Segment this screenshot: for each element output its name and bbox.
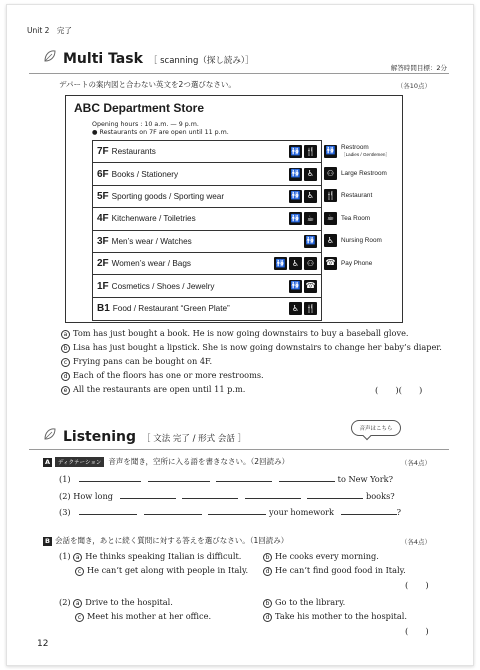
divider [29, 449, 449, 450]
statement-text: Frying pans can be bought on 4F. [73, 356, 213, 366]
choice-mark[interactable]: a [73, 553, 82, 562]
multi-task-title: Multi Task [63, 51, 143, 67]
choice-mark[interactable]: b [263, 599, 272, 608]
floor-label: Cosmetics / Shoes / Jewelry [111, 281, 215, 291]
part-b-instruction-row [43, 535, 288, 546]
choice-mark[interactable]: b [263, 553, 272, 562]
legend-item [324, 162, 402, 184]
choice-text: Drive to the hospital. [85, 597, 173, 607]
blank-field[interactable] [216, 474, 272, 482]
floor-label: Men’s wear / Watches [111, 236, 192, 246]
restroom-icon: 🚻 [289, 212, 302, 225]
floor-label: Food / Restaurant “Green Plate” [112, 304, 230, 314]
legend-item [324, 185, 402, 207]
choice-text: He thinks speaking Italian is difficult. [85, 551, 242, 561]
choice-mark: c [61, 358, 70, 367]
choice-text: Go to the library. [275, 597, 346, 607]
multi-task-header [43, 49, 254, 67]
question-number: (1) [59, 474, 71, 484]
question-text: to New York? [337, 474, 393, 484]
legend-sublabel: ［Ladies / Gentlemen］ [341, 152, 391, 158]
question-1-choice-b [263, 551, 379, 562]
choice-mark: d [61, 372, 70, 381]
choice-mark[interactable]: a [73, 599, 82, 608]
restroom-icon: 🚻 [324, 145, 337, 158]
large-restroom-icon: ⚇ [304, 257, 317, 270]
nursing-room-icon: ♿ [304, 168, 317, 181]
choice-text: Meet his mother at her office. [87, 611, 212, 621]
tea-room-icon: ☕ [324, 212, 337, 225]
dictation-question-3 [59, 507, 401, 517]
large-restroom-icon: ⚇ [324, 167, 337, 180]
leaf-icon [43, 427, 57, 441]
question-number: (2) [59, 597, 71, 607]
goal-time: 解答時間目標：2分 [390, 64, 447, 72]
floor-row [93, 163, 321, 185]
dictation-question-1 [59, 474, 393, 484]
listening-header [43, 427, 246, 445]
floor-row [93, 298, 321, 320]
floor-row [93, 231, 321, 253]
statement-text: Each of the floors has one or more restrooms. [73, 370, 264, 380]
floor-number: 6F [97, 168, 109, 180]
tea-room-icon: ☕ [304, 212, 317, 225]
leaf-icon [43, 49, 57, 63]
floor-number: 2F [97, 258, 109, 270]
statement-text: All the restaurants are open until 11 p.m. [73, 384, 246, 394]
audio-bubble[interactable]: 音声はこちら [351, 420, 401, 436]
legend-label: Tea Room [341, 214, 371, 222]
workbook-page [6, 4, 474, 666]
floor-number: 4F [97, 213, 109, 225]
restaurant-hours-note: ● Restaurants on 7F are open until 11 p.m. [92, 129, 229, 136]
blank-field[interactable] [307, 491, 363, 499]
pay-phone-icon: ☎ [324, 257, 337, 270]
floor-label: Women’s wear / Bags [111, 259, 192, 269]
part-a-instruction: 音声を聞き，空所に入る語を書きなさい。（2回読み） [108, 457, 290, 466]
restaurant-icon: 🍴 [324, 189, 337, 202]
legend-label: Pay Phone [341, 259, 373, 267]
floor-number: 3F [97, 235, 109, 247]
floor-row [93, 275, 321, 297]
part-b-points: （各4点） [400, 538, 431, 546]
choice-mark: b [61, 344, 70, 353]
part-b-instruction: 会話を聞き，あとに続く質問に対する答えを選びなさい。（1回読み） [55, 536, 289, 545]
answer-blank[interactable]: ( ) [405, 581, 429, 591]
store-directory [65, 95, 403, 323]
statement-e [61, 384, 245, 395]
part-a-points: （各4点） [400, 459, 431, 467]
dictation-tag: ディクテーション [55, 457, 104, 467]
legend-label: Large Restroom [341, 170, 387, 178]
choice-text: He can’t get along with people in Italy. [87, 565, 249, 575]
restroom-icon: 🚻 [304, 235, 317, 248]
statement-b [61, 342, 442, 353]
part-a-instruction-row [43, 456, 289, 467]
part-letter: B [43, 537, 52, 546]
multi-task-subtitle: ［ scanning（探し読み）］ [148, 56, 254, 66]
legend-label: Restaurant [341, 192, 373, 200]
legend-label: Restroom [341, 144, 369, 152]
choice-mark[interactable]: d [263, 567, 272, 576]
floor-row [93, 141, 321, 163]
question-text: How long [73, 491, 113, 501]
unit-label: Unit 2 完了 [27, 26, 72, 35]
answer-blank[interactable]: ( )( ) [375, 386, 423, 396]
blank-field[interactable] [148, 474, 210, 482]
statement-c [61, 356, 212, 367]
floor-number: B1 [97, 303, 110, 315]
floor-row [93, 186, 321, 208]
icon-legend [324, 140, 402, 274]
restroom-icon: 🚻 [289, 280, 302, 293]
blank-field[interactable] [341, 507, 397, 515]
question-2-choice-c [75, 611, 211, 622]
blank-field[interactable] [120, 491, 176, 499]
floor-label: Restaurants [111, 147, 156, 157]
floor-label: Sporting goods / Sporting wear [111, 191, 225, 201]
question-1-row-1 [59, 551, 241, 562]
question-1-choice-c [75, 565, 248, 576]
restroom-icon: 🚻 [274, 257, 287, 270]
store-hours [92, 121, 229, 137]
legend-item [324, 230, 402, 252]
statement-a [61, 328, 409, 339]
legend-item [324, 252, 402, 274]
question-number: (1) [59, 551, 71, 561]
choice-mark[interactable]: c [75, 567, 84, 576]
statement-text: Tom has just bought a book. He is now going downstairs to buy a baseball glove. [73, 328, 409, 338]
blank-field[interactable] [79, 474, 141, 482]
part-letter: A [44, 458, 51, 466]
question-number: (3) [59, 507, 71, 517]
pay-phone-icon: ☎ [304, 280, 317, 293]
choice-mark[interactable]: c [75, 613, 84, 622]
question-text: books? [366, 491, 395, 501]
floor-row [93, 253, 321, 275]
question-text: your homework [269, 507, 335, 517]
choice-text: Take his mother to the hospital. [275, 611, 407, 621]
nursing-room-icon: ♿ [289, 302, 302, 315]
legend-item [324, 207, 402, 229]
dictation-question-2 [59, 491, 395, 501]
floor-label: Kitchenware / Toiletries [111, 214, 196, 224]
question-text: ? [396, 507, 402, 517]
restroom-icon: 🚻 [289, 168, 302, 181]
question-1-choice-d [263, 565, 406, 576]
page-number: 12 [37, 639, 49, 649]
question-number: (2) [59, 491, 71, 501]
question-2-row-1 [59, 597, 173, 608]
answer-blank[interactable]: ( ) [405, 627, 429, 637]
divider [29, 73, 449, 74]
nursing-room-icon: ♿ [304, 190, 317, 203]
blank-field[interactable] [79, 507, 137, 515]
legend-label: Nursing Room [341, 237, 382, 245]
choice-mark: e [61, 386, 70, 395]
legend-item [324, 140, 402, 162]
choice-mark[interactable]: d [263, 613, 272, 622]
question-2-choice-d [263, 611, 407, 622]
restroom-icon: 🚻 [289, 145, 302, 158]
restaurant-icon: 🍴 [304, 145, 317, 158]
listening-subtitle: ［ 文法 完了 / 形式 会話 ］ [142, 434, 247, 444]
floor-number: 5F [97, 190, 109, 202]
blank-field[interactable] [144, 507, 202, 515]
restaurant-icon: 🍴 [304, 302, 317, 315]
restroom-icon: 🚻 [289, 190, 302, 203]
question-2-choice-b [263, 597, 345, 608]
choice-mark: a [61, 330, 70, 339]
nursing-room-icon: ♿ [289, 257, 302, 270]
statement-d [61, 370, 264, 381]
blank-field[interactable] [279, 474, 335, 482]
floor-number: 7F [97, 146, 109, 158]
choice-text: He cooks every morning. [275, 551, 379, 561]
blank-field[interactable] [245, 491, 301, 499]
store-name: ABC Department Store [74, 101, 205, 115]
floor-number: 1F [97, 280, 109, 292]
opening-hours: Opening hours : 10 a.m. — 9 p.m. [92, 121, 199, 128]
choice-text: He can’t find good food in Italy. [275, 565, 406, 575]
blank-field[interactable] [208, 507, 266, 515]
blank-field[interactable] [182, 491, 238, 499]
floor-label: Books / Stationery [111, 169, 179, 179]
statement-text: Lisa has just bought a lipstick. She is now going downstairs to change her baby’s diaper. [73, 342, 442, 352]
multi-task-points: （各10点） [396, 82, 431, 90]
nursing-room-icon: ♿ [324, 234, 337, 247]
multi-task-instruction: デパートの案内図と合わない英文を2つ選びなさい。 [59, 80, 236, 89]
floor-row [93, 208, 321, 230]
listening-title: Listening [63, 429, 136, 445]
floor-list [92, 140, 322, 321]
